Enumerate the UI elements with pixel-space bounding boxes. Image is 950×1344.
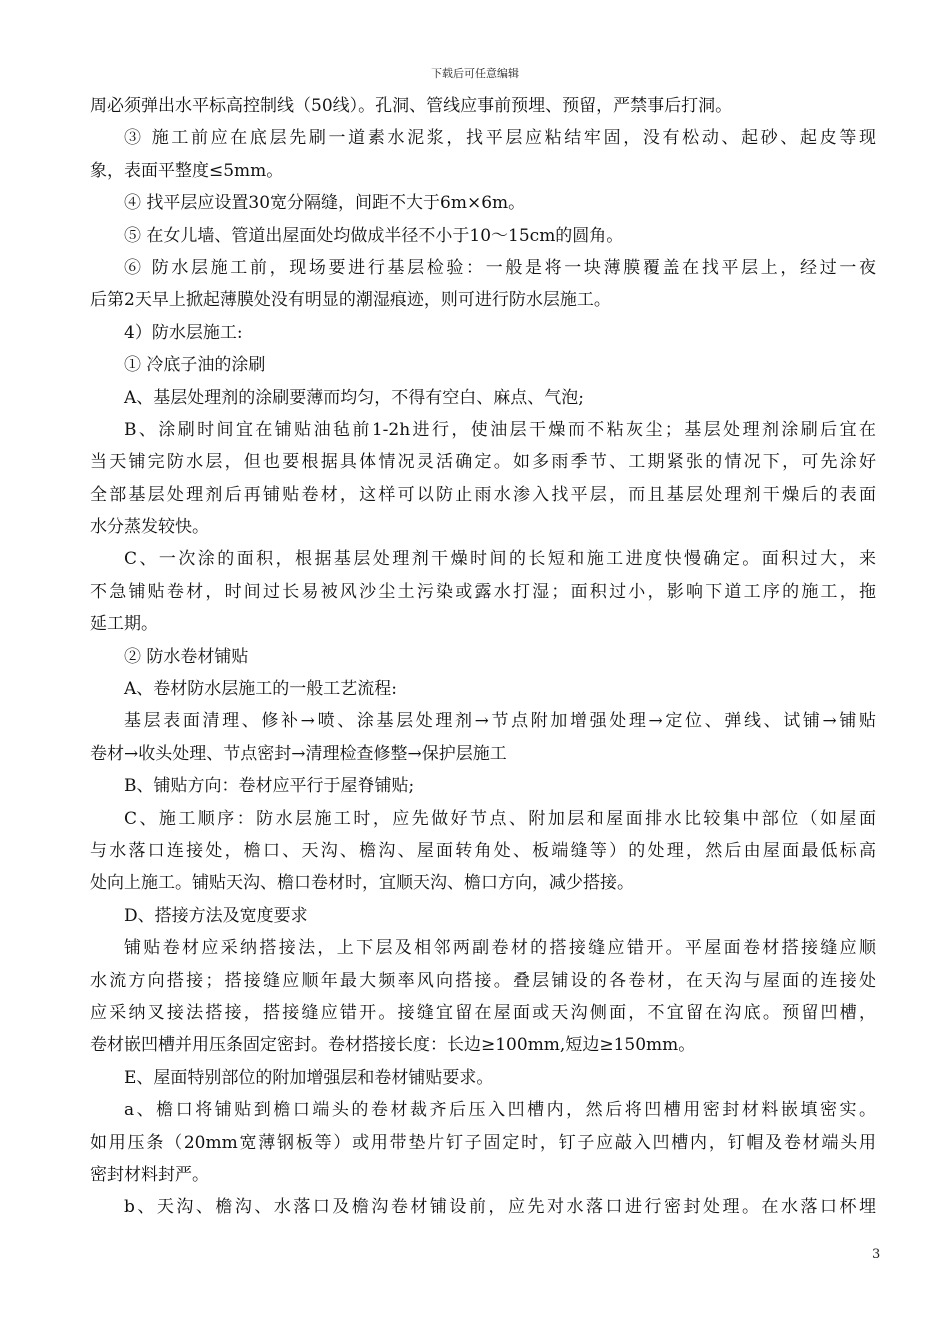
text-line: C、一次涂的面积，根据基层处理剂干燥时间的长短和施工进度快慢确定。面积过大，来 xyxy=(124,549,876,570)
text-line: ⑥ 防水层施工前，现场要进行基层检验：一般是将一块薄膜覆盖在找平层上，经过一夜 xyxy=(124,257,876,278)
text-line: B、铺贴方向：卷材应平行于屋脊铺贴; xyxy=(124,776,415,797)
text-line: B、涂刷时间宜在铺贴油毡前1-2h进行，使油层干燥而不粘灰尘；基层处理剂涂刷后宜在 xyxy=(124,419,876,440)
text-line: ⑤ 在女儿墙、管道出屋面处均做成半径不小于10～15cm的圆角。 xyxy=(124,225,624,246)
text-line: 水分蒸发较快。 xyxy=(90,517,209,538)
text-line: 基层表面清理、修补→喷、涂基层处理剂→节点附加增强处理→定位、弹线、试铺→铺贴 xyxy=(124,711,876,732)
page-number: 3 xyxy=(872,1247,881,1262)
text-line: 周必须弹出水平标高控制线（50线）。孔洞、管线应事前预埋、预留，严禁事后打洞。 xyxy=(90,96,733,116)
text-line: ④ 找平层应设置30宽分隔缝，间距不大于6m×6m。 xyxy=(124,193,526,214)
text-line: 当天铺完防水层，但也要根据具体情况灵活确定。如多雨季节、工期紧张的情况下，可先涂好 xyxy=(90,452,876,473)
text-line: 应采纳叉接法搭接，搭接缝应错开。接缝宜留在屋面或天沟侧面，不宜留在沟底。预留凹槽， xyxy=(90,1002,876,1023)
text-line: 象，表面平整度≤5mm。 xyxy=(90,160,284,181)
text-line: 卷材→收头处理、节点密封→清理检查修整→保护层施工 xyxy=(90,743,507,764)
text-line: 铺贴卷材应采纳搭接法，上下层及相邻两副卷材的搭接缝应错开。平屋面卷材搭接缝应顺 xyxy=(124,938,876,959)
text-line: b、天沟、檐沟、水落口及檐沟卷材铺设前，应先对水落口进行密封处理。在水落口杯埋 xyxy=(124,1197,876,1218)
text-line: A、卷材防水层施工的一般工艺流程: xyxy=(124,679,398,700)
text-line: E、屋面特别部位的附加增强层和卷材铺贴要求。 xyxy=(124,1067,494,1088)
text-line: 密封材料封严。 xyxy=(90,1164,209,1185)
text-line: 与水落口连接处，檐口、天沟、檐沟、屋面转角处、板端缝等）的处理，然后由屋面最低标高 xyxy=(90,840,876,861)
text-line: 延工期。 xyxy=(90,614,158,635)
text-line: D、搭接方法及宽度要求 xyxy=(124,905,308,926)
text-line: 后第2天早上掀起薄膜处没有明显的潮湿痕迹，则可进行防水层施工。 xyxy=(90,290,611,311)
document-body xyxy=(90,90,876,1224)
text-line: 如用压条（20mm宽薄钢板等）或用带垫片钉子固定时，钉子应敲入凹槽内，钉帽及卷材端头用 xyxy=(90,1132,876,1153)
text-line: C、施工顺序：防水层施工时，应先做好节点、附加层和屋面排水比较集中部位（如屋面 xyxy=(124,808,876,829)
text-line: a、檐口将铺贴到檐口端头的卷材裁齐后压入凹槽内，然后将凹槽用密封材料嵌填密实。 xyxy=(124,1100,876,1121)
text-line: 水流方向搭接；搭接缝应顺年最大频率风向搭接。叠层铺设的各卷材，在天沟与屋面的连接处 xyxy=(90,970,876,991)
text-line: 全部基层处理剂后再铺贴卷材，这样可以防止雨水渗入找平层，而且基层处理剂干燥后的表面 xyxy=(90,484,876,505)
text-line: 4）防水层施工: xyxy=(124,322,243,343)
text-line: 不急铺贴卷材，时间过长易被风沙尘土污染或露水打湿；面积过小，影响下道工序的施工，拖 xyxy=(90,581,876,602)
text-line: 处向上施工。铺贴天沟、檐口卷材时，宜顺天沟、檐口方向，减少搭接。 xyxy=(90,873,634,894)
page-header: 下载后可任意编辑 xyxy=(431,67,519,80)
text-line: ③ 施工前应在底层先刷一道素水泥浆，找平层应粘结牢固，没有松动、起砂、起皮等现 xyxy=(124,128,876,149)
text-line: ② 防水卷材铺贴 xyxy=(124,646,249,667)
text-line: A、基层处理剂的涂刷要薄而均匀，不得有空白、麻点、气泡; xyxy=(124,387,585,408)
text-line: 卷材嵌凹槽并用压条固定密封。卷材搭接长度：长边≥100mm,短边≥150mm。 xyxy=(90,1035,696,1056)
text-line: ① 冷底子油的涂刷 xyxy=(124,355,266,376)
